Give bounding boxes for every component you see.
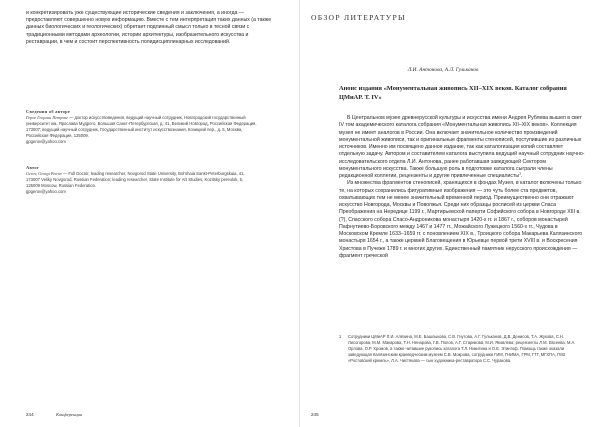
footnote-number: 1 [339,334,342,339]
paragraph-2: Из множества фрагментов стенописей, хранящихся в фондах Музея, в каталог включены только те, на которых сохранились фигуративные изображения — это чуть более ста предметов, охватывающих тем не менее значительный временной период. Преимущественно они отражают искусство Новгорода, Москвы и Поволжья. Среди них образцы росписей из церкви Спаса Преображения на Нередице 1199 г., Мартирьевской паперти Софийского собора в Новгороде XIII в. (?), Спасского собора Спасо-Андроникова монастыря 1420-х гг. и 1867 г., соборов монастырей Пафнутиево-Боровского между 1467 и 1477 гг., Можайского Лужецкого 1560-х гг., Чудова в Московском Кремле 1633–1659 гг. с поновлением XIX в., Троицкого собора Макарьева Калязинского монастыря 1654 г., а также церквей Благовещения в Юрьевце первой трети XVIII в. и Воскресения Христова в Пучеже 1789 г. и многих других. Единственный памятник нерусского происхождения — фрагмент греческой [339,180,583,259]
footnote-ref[interactable]: 1 [519,171,521,176]
author-ru-email[interactable]: gpgerov@yahoo.com [26,138,66,144]
author-ru-name: Герое Георгии Петрове [26,114,69,120]
section-title: ОБЗОР ЛИТЕРАТУРЫ [311,13,406,22]
author-info-en-body [26,171,258,189]
review-title: Анонс издания «Монументальная живопись XII–XIX веков. Каталог собрания ЦМиАР. Т. IV» [339,85,567,101]
footnote-text: Сотрудники ЦМиАР Л.И. Алёхина, М.Е. Башлыкова, С.В. Гнутова, А.Г. Гульканов, Д.В. Денисов, Т.А. Жукова, С.Н. Лисогорова, М.М. Макарова, Т.Н. Ненарова, Г.В. Попов, А.Г. Старикова, М.И. Яковлева; рецензенты Л.М. Евсеева, М.А. Орлова, О.Р. Хромов, а также читавшие рукопись каталога Т.Л. Никитина и О.Е. Этингоф. Помощь также оказали заведующая Калязинским краеведческим музеем С.В. Мокрова, сотрудники ГИМ, ГНИМА, ГРМ, ГТГ, МГХПА, ГМЗ «Ростовский кремль», Л.А. Чистякова — сын художника-реставратора С.С. Чуракова. [348,334,576,363]
author-en-email[interactable]: gpgerov@yahoo.com [26,188,66,194]
author-en-name: Gerov, Georgi Petrov [26,170,62,176]
author-en-details: — Full Doctor, leading researcher, Novgorod State University, Bol'shaia Sankt-Peterburgskaia, 41, 173007 Veliky Novgorod, Russian Federation; leading researcher, State Institute for Art Studies, Kozitsky pereulok, 5, 125009 Moscow, Russian Federation. [26,170,245,188]
left-body-text [26,10,282,46]
author-info-ru [26,109,258,144]
author-info-en [26,165,258,195]
author-info-en-heading: Автоr [26,165,40,170]
left-paragraph: и конкретизировать уже существующие исторические сведения и заключения, а иногда — предоставляют совершенно новую информацию. Вместе с тем интерпретация таких данных (а также данных биологических и геологических) обретает подлинный смысл только в тесной связи с традиционными методами археологии, истории архитектуры, изобразительного искусства и реставрации, в чем и состоит перспективность полидисциплинарных исследований. [26,10,272,45]
right-page [300,0,600,427]
running-footer-label: Конференции [56,412,83,417]
page-number-right: 245 [311,412,319,417]
author-info-ru-body [26,115,258,139]
footnote [339,334,587,364]
review-authors: Л.И. Антонова, А.Л. Гульканов [407,67,479,73]
paragraph-1-text: В Центральном музее древнерусской культуры и искусства имени Андрея Рублева вышел в свет IV том академического каталога собрания «Монументальная живопись XII–XIX веков». Коллекция музея не имеет аналогов в России. Она включает значительное количество произведений монументальной живописи, так и оригинальные фрагменты стенописей, поступившие из различных источников. Именно им посвящено данное издание, так как каталогизация копий составляет отдельную задачу. Автором и составителем каталога выступила ведущий научный сотрудник научно-исследовательского отдела Л.И. Антонова, ранее работавшая заведующей Сектором монументального искусства. Также большую роль в подготовке каталога сыграли члены редакционной коллегии, рецензенты и другие привлеченные специалисты [339,115,585,179]
page-number-left: 244 [26,412,34,417]
review-body [339,115,587,260]
author-info-ru-heading: Сведения об авторе [26,109,71,114]
paragraph-1: В Центральном музее древнерусской культуры и искусства имени Андрея Рублева вышел в свет IV том академического каталога собрания «Монументальная живопись XII–XIX веков». Коллекция музея не имеет аналогов в России. Она включает значительное количество произведений монументальной живописи, так и оригинальные фрагменты стенописей, поступившие из различных источников. Именно им посвящено данное издание, так как каталогизация копий составляет отдельную задачу. Автором и составителем каталога выступила ведущий научный сотрудник научно-исследовательского отдела Л.И. Антонова, ранее работавшая заведующей Сектором монументального искусства. Также большую роль в подготовке каталога сыграли члены редакционной коллегии, рецензенты и другие привлеченные специалисты$^1$. [339,115,585,179]
author-ru-details: — доктор искусствоведения, ведущий научный сотрудник, Новгородский государственный университет им. Ярослава Мудрого, Большая Санкт-Петербургская, д. 41, Великий Новгород, Российская Федерация, 173007; ведущий научный сотрудник, Государственный институт искусствознания, Козицкий пер., д. 5, Москва, Российская Федерация, 125009. [26,114,257,138]
